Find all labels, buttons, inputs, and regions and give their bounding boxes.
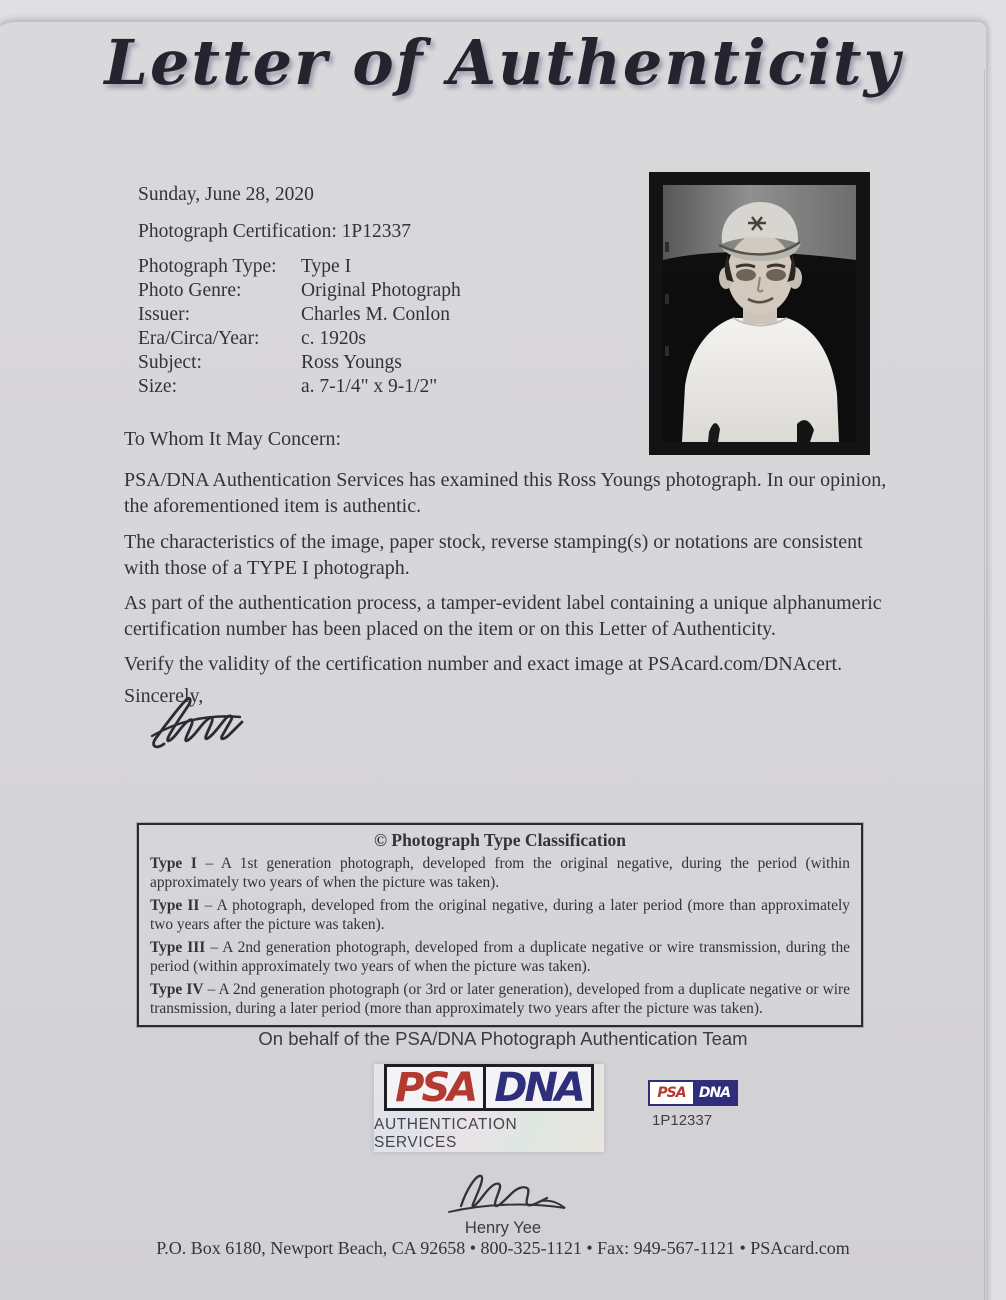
meta-field-row xyxy=(138,351,461,375)
field-value: Charles M. Conlon xyxy=(301,304,450,325)
type-term: Type I xyxy=(150,855,197,872)
salutation: To Whom It May Concern: xyxy=(124,428,342,450)
classification-entry xyxy=(150,980,850,1018)
authenticator-signature xyxy=(146,692,316,757)
footer-address: P.O. Box 6180, Newport Beach, CA 92658 • 800-325-1121 • Fax: 949-567-1121 • PSAcard.com xyxy=(156,1238,850,1258)
classification-entry xyxy=(150,854,850,892)
field-value: Ross Youngs xyxy=(301,352,402,373)
mini-psa-text: PSA xyxy=(657,1085,686,1101)
field-label: Era/Circa/Year: xyxy=(138,328,260,349)
letter-date: Sunday, June 28, 2020 xyxy=(138,184,314,205)
dna-logo-text: DNA xyxy=(494,1064,583,1111)
meta-field-row xyxy=(138,375,461,399)
body-paragraph: PSA/DNA Authentication Services has examined this Ross Youngs photograph. In our opinion, the aforementioned item is authentic. xyxy=(124,469,887,517)
portrait-illustration xyxy=(649,172,870,455)
photograph-type-classification-box xyxy=(137,823,863,1027)
cert-number-sticker xyxy=(648,1080,748,1129)
closing: Sincerely, xyxy=(124,685,204,707)
body-paragraph: The characteristics of the image, paper stock, reverse stamping(s) or notations are consistent with those of a TYPE I photograph. xyxy=(124,531,863,579)
type-term: Type II xyxy=(150,897,200,914)
classification-entry xyxy=(150,896,850,934)
body-paragraph: As part of the authentication process, a tamper-evident label containing a unique alphanumeric certification number has been placed on the item or on this Letter of Authenticity. xyxy=(124,592,882,640)
body-paragraph: Verify the validity of the certification number and exact image at PSAcard.com/DNAcert. xyxy=(124,653,843,675)
henry-yee-signature-icon xyxy=(433,1168,573,1218)
field-value: Original Photograph xyxy=(301,280,461,301)
team-line: On behalf of the PSA/DNA Photograph Authentication Team xyxy=(258,1028,748,1049)
classification-entry xyxy=(150,938,850,976)
meta-field-row xyxy=(138,255,461,279)
field-label: Photograph Type: xyxy=(138,256,277,277)
certification-label: Photograph Certification: xyxy=(138,221,337,242)
field-label: Size: xyxy=(138,376,177,397)
henry-yee-signature-block xyxy=(0,1168,1006,1238)
field-label: Photo Genre: xyxy=(138,280,242,301)
field-value: a. 7-1/4" x 9-1/2" xyxy=(301,376,438,397)
psa-logo-text: PSA xyxy=(387,1067,486,1108)
letter-title: Letter of Authenticity xyxy=(104,26,902,99)
letter-body xyxy=(124,426,898,709)
type-term: Type III xyxy=(150,939,206,956)
type-definition: – A 2nd generation photograph, developed from a duplicate negative or wire transmission, during the period (within approximately two years of when the picture was taken). xyxy=(150,939,850,975)
certification-details xyxy=(138,183,461,399)
field-value: c. 1920s xyxy=(301,328,366,349)
mini-psa-dna-logo xyxy=(648,1080,738,1106)
field-label: Subject: xyxy=(138,352,202,373)
certification-number: 1P12337 xyxy=(341,221,411,242)
psa-dna-logo xyxy=(384,1064,594,1111)
sticker-cert-number: 1P12337 xyxy=(652,1112,713,1129)
field-value: Type I xyxy=(301,256,352,277)
field-label: Issuer: xyxy=(138,304,190,325)
type-definition: – A 2nd generation photograph (or 3rd or later generation), developed from a duplicate negative or wire transmission, during a later period (more than approximately two years after the picture was taken). xyxy=(150,981,850,1017)
paper-right-edge xyxy=(984,70,985,1300)
ross-youngs-portrait-photo xyxy=(649,172,870,455)
certification-line xyxy=(138,220,461,244)
psa-dna-hologram-sticker xyxy=(374,1064,604,1152)
type-term: Type IV xyxy=(150,981,204,998)
type-definition: – A 1st generation photograph, developed from the original negative, during the period (within approximately two years of when the picture was taken). xyxy=(150,855,850,891)
classification-title: © Photograph Type Classification xyxy=(373,830,627,850)
authentication-services-label: AUTHENTICATION SERVICES xyxy=(374,1116,518,1151)
meta-field-row xyxy=(138,279,461,303)
meta-field-row xyxy=(138,327,461,351)
type-definition: – A photograph, developed from the original negative, during a later period (more than approximately two years after the picture was taken). xyxy=(150,897,850,933)
meta-field-row xyxy=(138,303,461,327)
signer-name: Henry Yee xyxy=(464,1219,542,1237)
signature-scrawl-icon xyxy=(146,692,316,752)
mini-dna-text: DNA xyxy=(693,1082,736,1104)
